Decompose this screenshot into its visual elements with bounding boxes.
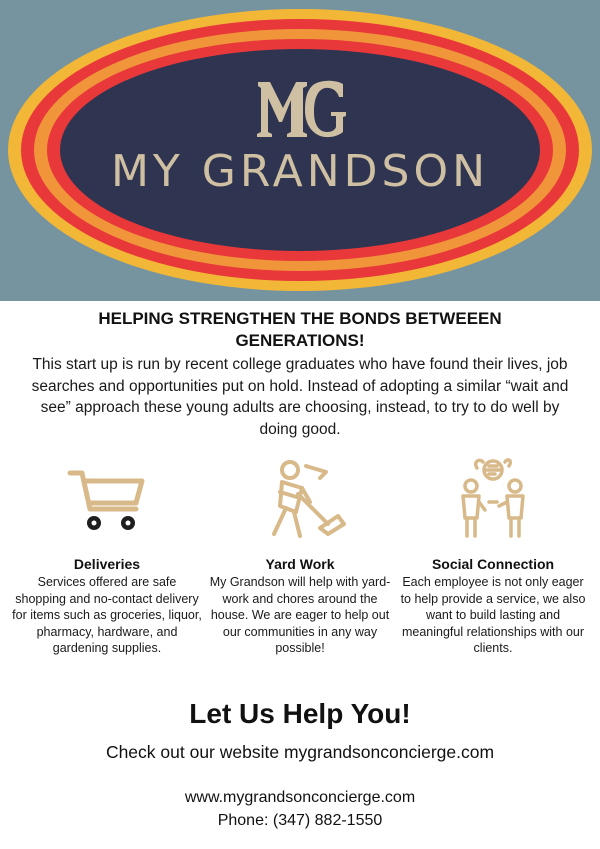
conversation-people-icon: [398, 460, 588, 540]
raking-person-icon: [205, 460, 395, 540]
service-yard-work: [205, 460, 395, 655]
service-title: Social Connection: [431, 556, 555, 572]
brand-name: MY GRANDSON: [110, 146, 490, 197]
intro-paragraph: This start up is run by recent college graduates who have found their lives, job searches and opportunities put on hold. Instead of adopting a similar “wait and see” approach these young adults are choosing, instead, to try to do well by doing good.: [31, 356, 569, 438]
cta-title: Let Us Help You!: [189, 698, 411, 729]
service-title: Yard Work: [265, 556, 335, 572]
service-social-connection: [398, 460, 588, 655]
hero-banner: [0, 0, 600, 301]
shopping-cart-icon: [12, 460, 202, 540]
service-text: Each employee is not only eager to help provide a service, we also want to build lasting and meaningful relationships with our clients.: [400, 575, 586, 655]
service-text: My Grandson will help with yard-work and chores around the house. We are eager to help out our communities in any way possible!: [209, 575, 391, 655]
service-deliveries: [12, 460, 202, 655]
footer-phone: Phone: (347) 882-1550: [217, 812, 383, 829]
headline: HELPING STRENGTHEN THE BONDS BETWEEEN GENERATIONS!: [98, 309, 502, 350]
cta-subtitle: Check out our website mygrandsonconcierge.com: [105, 742, 495, 762]
footer-website[interactable]: www.mygrandsonconcierge.com: [184, 789, 416, 806]
service-text: Services offered are safe shopping and no-contact delivery for items such as groceries, liquor, pharmacy, hardware, and gardening supplies.: [12, 575, 202, 655]
service-title: Deliveries: [73, 556, 141, 572]
